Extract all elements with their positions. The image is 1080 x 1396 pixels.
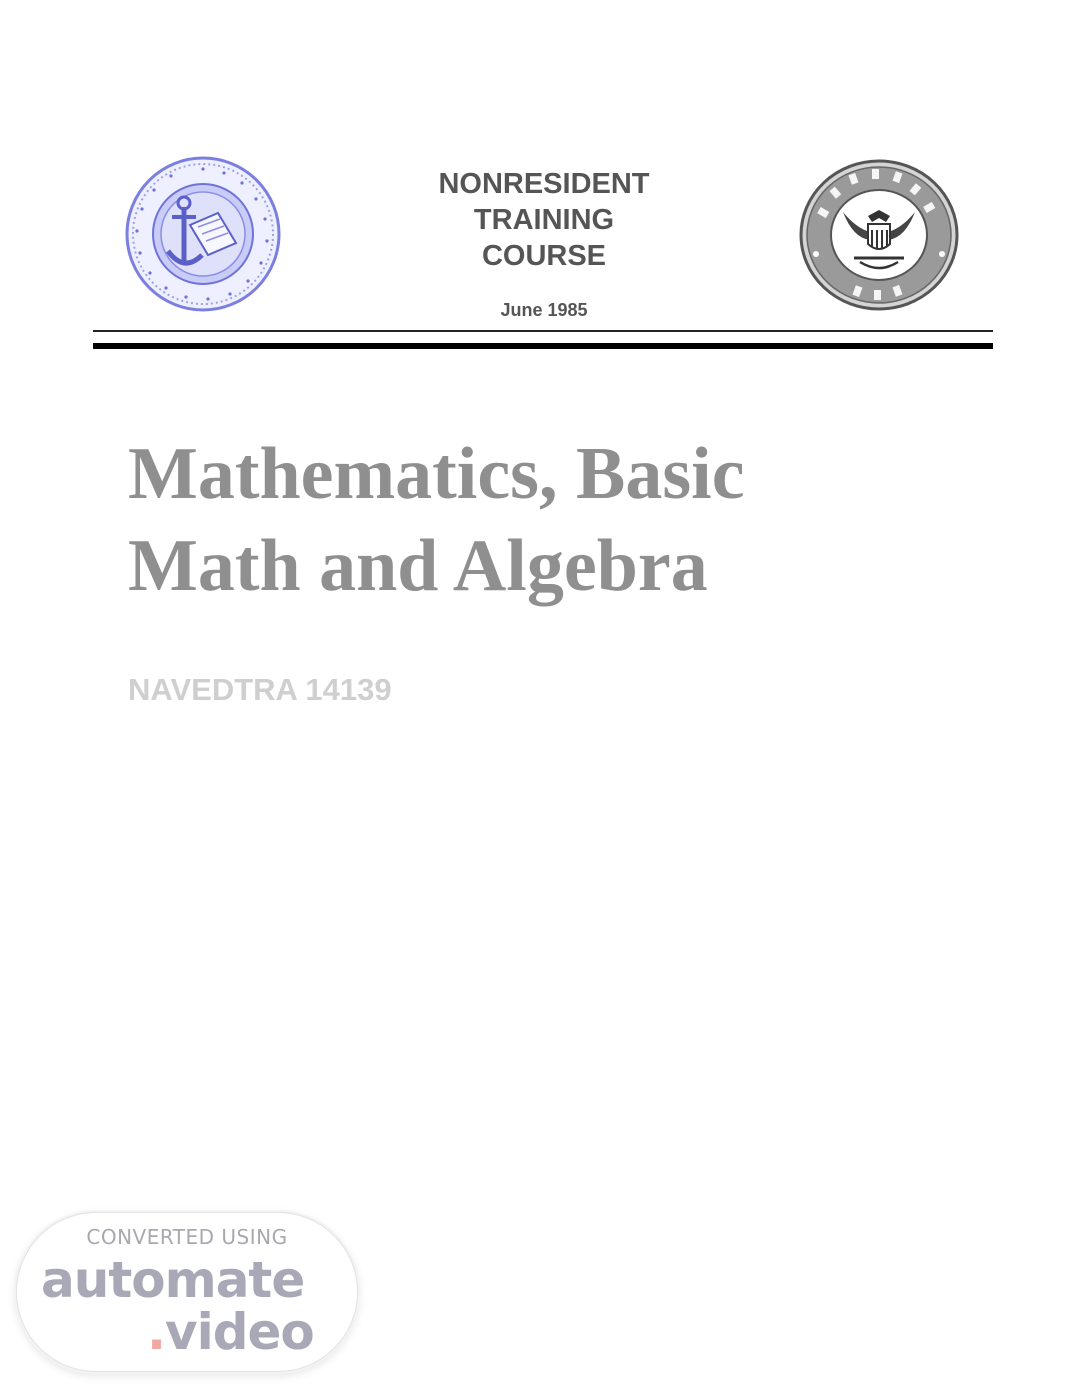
document-title [128,428,1008,612]
course-line-3: COURSE [481,240,607,272]
course-header [380,166,708,321]
united-states-navy-seal-icon [798,158,960,313]
header-rule-thick [93,343,993,349]
watermark-brand-dot: . [147,1303,165,1361]
watermark-brand-video: video [165,1303,314,1361]
watermark-caption: CONVERTED USING [86,1225,288,1249]
naval-education-training-seal-icon [124,155,282,313]
title-line-2: Math and Algebra [128,525,708,607]
watermark-brand-line2 [147,1303,314,1361]
course-line-2: TRAINING [473,204,615,236]
document-number: NAVEDTRA 14139 [128,672,392,707]
course-line-1: NONRESIDENT [438,168,650,200]
header-rule-thin [93,330,993,332]
converter-watermark-badge [16,1212,358,1372]
title-line-1: Mathematics, Basic [128,433,745,515]
course-date: June 1985 [500,300,588,320]
watermark-brand-line1: automate [41,1251,305,1309]
